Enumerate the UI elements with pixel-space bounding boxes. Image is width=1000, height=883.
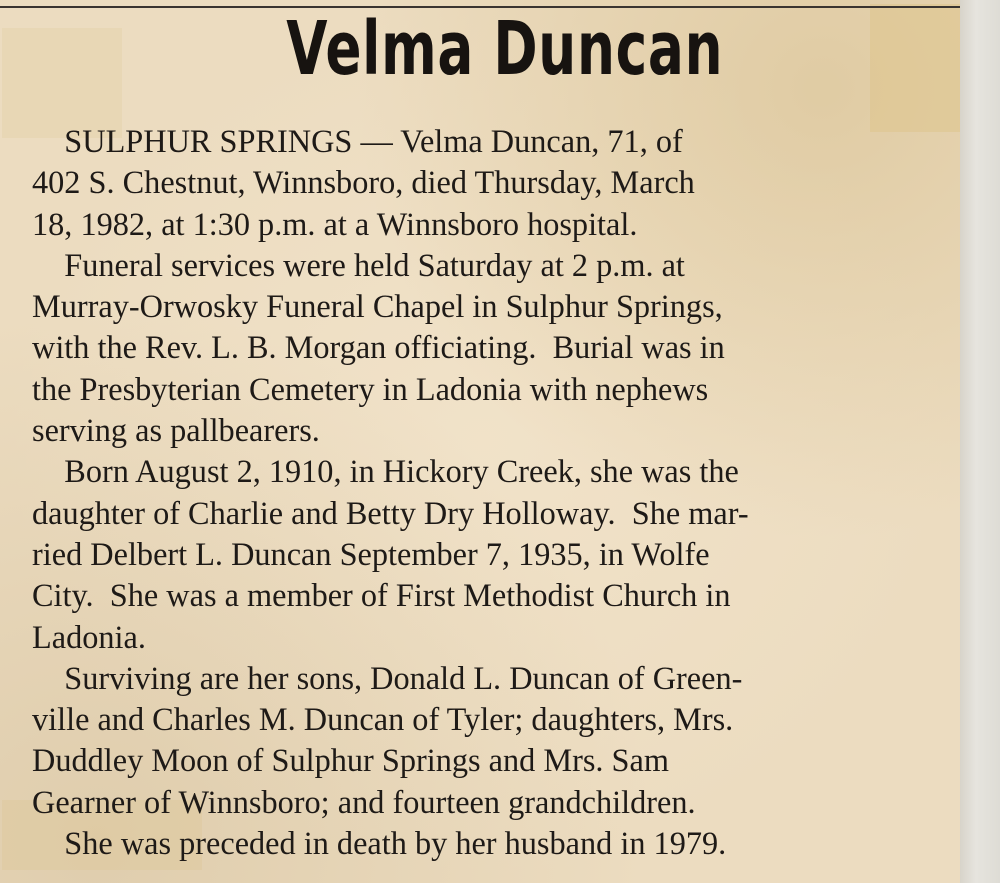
body-line: 402 S. Chestnut, Winnsboro, died Thursday, March [32,164,695,201]
body-line: Ladonia. [32,618,146,655]
body-line: She was preceded in death by her husband in 1979. [32,825,727,862]
body-line: Funeral services were held Saturday at 2 p.m. at [32,246,685,283]
scanner-background [960,0,1000,883]
body-line: City. She was a member of First Methodist Church in [32,577,731,614]
body-line: SULPHUR SPRINGS — Velma Duncan, 71, of [32,123,683,159]
body-line: with the Rev. L. B. Morgan officiating. Burial was in [32,329,725,366]
obituary-body [32,121,957,864]
body-line: Born August 2, 1910, in Hickory Creek, she was the [32,453,739,490]
body-line: Murray-Orwosky Funeral Chapel in Sulphur Springs, [32,288,723,325]
obituary-headline: Velma Duncan [286,6,724,92]
body-line: serving as pallbearers. [32,412,320,449]
body-line: ville and Charles M. Duncan of Tyler; daughters, Mrs. [32,701,734,738]
body-line: Gearner of Winnsboro; and fourteen grandchildren. [32,783,696,820]
body-line: ried Delbert L. Duncan September 7, 1935, in Wolfe [32,535,710,572]
tape-stain-top-right [870,4,962,132]
body-line: the Presbyterian Cemetery in Ladonia with nephews [32,370,709,407]
body-line: Duddley Moon of Sulphur Springs and Mrs. Sam [32,742,669,779]
body-line: daughter of Charlie and Betty Dry Holloway. She mar- [32,494,749,531]
body-line: Surviving are her sons, Donald L. Duncan of Green- [32,659,743,696]
body-line: 18, 1982, at 1:30 p.m. at a Winnsboro hospital. [32,205,638,242]
